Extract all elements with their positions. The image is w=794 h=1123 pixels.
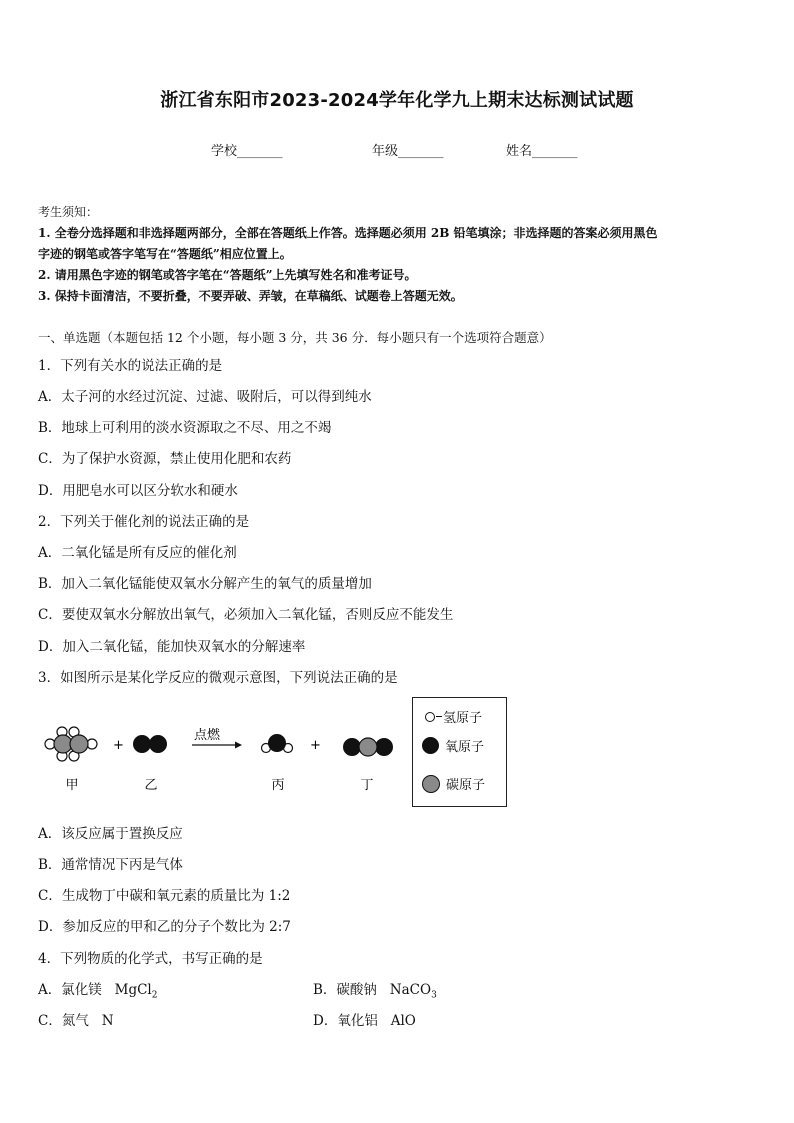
q3-option-b: B．通常情况下丙是气体 <box>38 857 183 873</box>
q2-stem: 2．下列关于催化剂的说法正确的是 <box>38 514 250 530</box>
q4-option-b <box>313 978 437 1001</box>
name-field: 姓名_______ <box>506 144 578 159</box>
q3-option-c: C．生成物丁中碳和氧元素的质量比为 1:2 <box>38 888 291 904</box>
q3-option-a: A．该反应属于置换反应 <box>38 826 183 842</box>
q2-option-b: B．加入二氧化锰能使双氧水分解产生的氧气的质量增加 <box>38 576 372 592</box>
plus-sign-1: + <box>113 738 124 753</box>
q4-stem: 4．下列物质的化学式，书写正确的是 <box>38 951 263 967</box>
q4-option-a-label: A．氯化镁 <box>38 982 102 998</box>
q1-option-d: D．用肥皂水可以区分软水和硬水 <box>38 483 238 499</box>
q4-option-b-label: B．碳酸钠 <box>313 982 377 998</box>
q4-option-b-subscript: 3 <box>431 990 437 1001</box>
legend-hydrogen-label: 氢原子 <box>443 711 483 726</box>
label-yi: 乙 <box>144 778 158 793</box>
q1-option-a: A．太子河的水经过沉淀、过滤、吸附后，可以得到纯水 <box>38 389 372 405</box>
page-title: 浙江省东阳市2023-2024学年化学九上期末达标测试试题 <box>160 90 634 111</box>
q3-stem: 3．如图所示是某化学反应的微观示意图，下列说法正确的是 <box>38 670 398 686</box>
q4-option-d <box>313 1009 416 1029</box>
legend-carbon-label: 碳原子 <box>446 778 486 793</box>
q4-option-d-label: D．氧化铝 <box>313 1013 378 1029</box>
atom-legend <box>412 697 507 807</box>
notice-line-4: 3. 保持卡面清洁，不要折叠，不要弄破、弄皱，在草稿纸、试题卷上答题无效。 <box>38 289 463 303</box>
q4-option-b-formula: NaCO <box>389 982 432 998</box>
notice-line-1: 1. 全卷分选择题和非选择题两部分，全部在答题纸上作答。选择题必须用 2B 铅笔填涂；非选择题的答案必须用黑色 <box>38 226 658 240</box>
q3-option-d: D．参加反应的甲和乙的分子个数比为 2:7 <box>38 919 291 935</box>
reaction-condition: 点燃 <box>194 728 221 743</box>
q4-option-a <box>38 978 157 1001</box>
q4-option-a-subscript: 2 <box>151 990 158 1001</box>
legend-hydrogen <box>425 707 482 726</box>
q2-option-a: A．二氧化锰是所有反应的催化剂 <box>38 545 237 561</box>
legend-oxygen <box>422 736 484 755</box>
molecule-bing <box>262 735 293 753</box>
q2-option-c: C．要使双氧水分解放出氧气，必须加入二氧化锰，否则反应不能发生 <box>38 607 454 623</box>
q4-option-d-formula: AlO <box>390 1013 416 1029</box>
molecule-yi <box>134 736 167 753</box>
legend-carbon <box>422 774 485 793</box>
carbon-atom-icon <box>422 775 440 793</box>
notice-line-3: 2. 请用黑色字迹的钢笔或答字笔在“答题纸”上先填写姓名和准考证号。 <box>38 268 417 282</box>
q4-option-c-formula: N <box>101 1013 114 1029</box>
molecule-ding <box>344 738 393 756</box>
grade-field: 年级_______ <box>372 144 444 159</box>
q2-option-d: D．加入二氧化锰，能加快双氧水的分解速率 <box>38 639 306 655</box>
notice-heading: 考生须知： <box>38 205 99 219</box>
label-bing: 丙 <box>271 778 285 793</box>
label-jia: 甲 <box>65 778 79 793</box>
legend-oxygen-label: 氧原子 <box>445 740 485 755</box>
q4-option-c <box>38 1009 114 1029</box>
label-ding: 丁 <box>360 778 374 793</box>
notice-line-2: 字迹的钢笔或答字笔写在“答题纸”相应位置上。 <box>38 247 292 261</box>
reaction-diagram <box>30 715 410 805</box>
plus-sign-2: + <box>310 738 321 753</box>
molecule-jia <box>45 727 97 761</box>
q1-option-c: C．为了保护水资源，禁止使用化肥和农药 <box>38 451 292 467</box>
q1-option-b: B．地球上可利用的淡水资源取之不尽、用之不竭 <box>38 420 332 436</box>
q1-stem: 1．下列有关水的说法正确的是 <box>38 358 223 374</box>
q4-option-a-formula: MgCl <box>114 982 152 998</box>
section-title: 一、单选题（本题包括 12 个小题，每小题 3 分，共 36 分．每小题只有一个选项符合题意） <box>38 330 552 345</box>
school-field: 学校_______ <box>211 144 283 159</box>
oxygen-atom-icon <box>422 737 439 754</box>
q4-option-c-label: C．氮气 <box>38 1013 89 1029</box>
hydrogen-atom-icon <box>425 712 435 722</box>
